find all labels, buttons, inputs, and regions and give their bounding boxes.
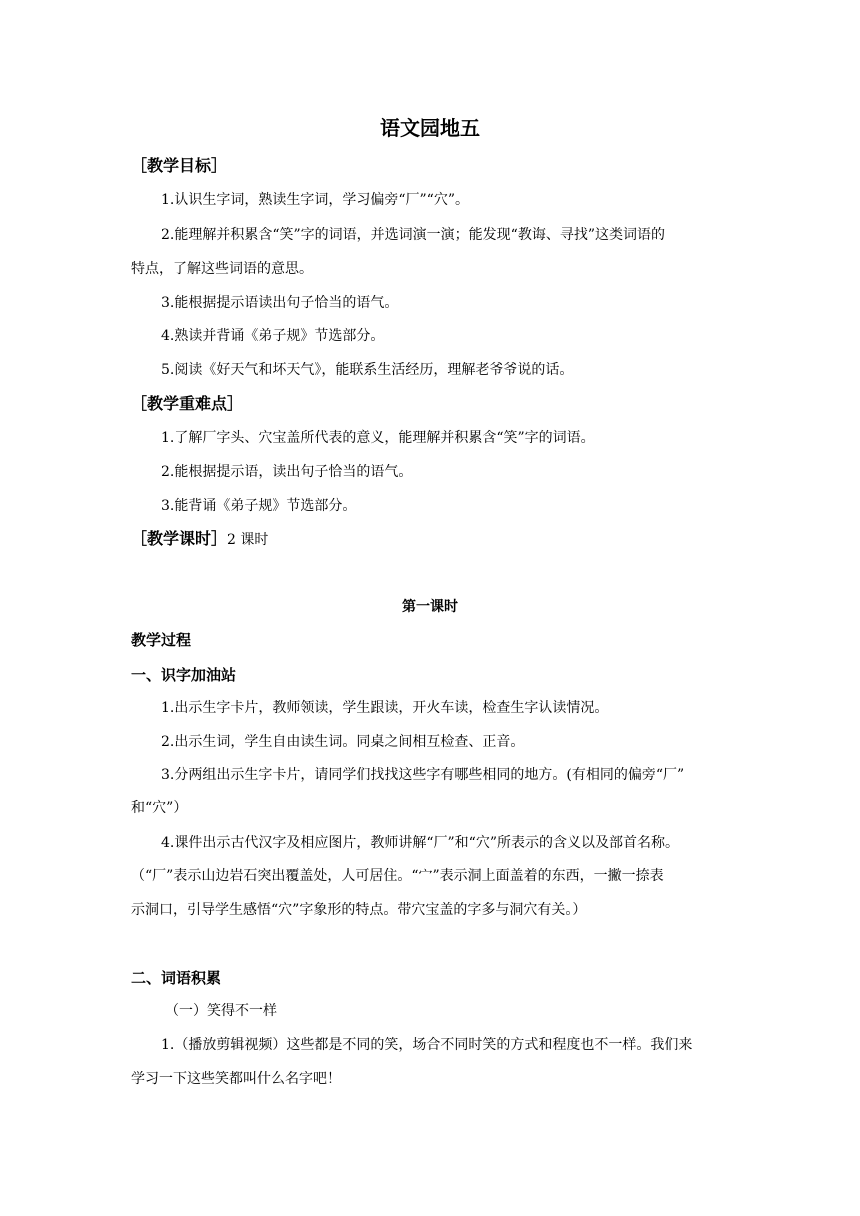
key-points-heading: ［教学重难点］ [131,394,244,413]
lesson-title: 第一课时 [402,599,458,615]
paragraph-line: 1.（播放剪辑视频）这些都是不同的笑，场合不同时笑的方式和程度也不一样。我们来 [161,1037,693,1053]
paragraph-line: （“厂”表示山边岩石突出覆盖处，人可居住。“宀”表示洞上面盖着的东西，一撇一捺表 [131,868,664,884]
objective-item: 特点，了解这些词语的意思。 [131,261,313,277]
objective-item: 3.能根据提示语读出句子恰当的语气。 [161,295,399,311]
key-point-item: 2.能根据提示语，读出句子恰当的语气。 [161,464,413,480]
objectives-heading: ［教学目标］ [131,156,228,175]
paragraph-line: 3.分两组出示生字卡片，请同学们找找这些字有哪些相同的地方。(有相同的偏旁“厂” [161,767,685,783]
key-point-item: 3.能背诵《弟子规》节选部分。 [161,498,357,514]
objective-item: 5.阅读《好天气和坏天气》，能联系生活经历，理解老爷爷说的话。 [161,362,574,378]
section-heading: 二、词语积累 [131,969,222,987]
hours-heading: ［教学课时］ [131,529,228,548]
subsection-heading: （一）笑得不一样 [165,1003,277,1019]
section-heading: 一、识字加油站 [131,666,237,684]
page-title: 语文园地五 [380,116,480,140]
paragraph-line: 示洞口，引导学生感悟“穴”字象形的特点。带穴宝盖的字多与洞穴有关。） [131,902,587,918]
hours-row [131,528,268,551]
objective-item: 1.认识生字词，熟读生字词，学习偏旁“厂”“穴”。 [161,192,469,208]
paragraph-line: 1.出示生字卡片，教师领读，学生跟读，开火车读，检查生字认读情况。 [161,700,609,716]
paragraph-line: 学习一下这些笑都叫什么名字吧！ [131,1071,341,1087]
key-point-item: 1.了解厂字头、穴宝盖所代表的意义，能理解并积累含“笑”字的词语。 [161,430,595,446]
paragraph-line: 和“穴”） [131,800,188,816]
objective-item: 2.能理解并积累含“笑”字的词语，并选词演一演；能发现“教诲、寻找”这类词语的 [161,227,665,243]
process-heading: 教学过程 [131,631,192,649]
hours-value: 2 课时 [227,532,269,548]
paragraph-line: 4.课件出示古代汉字及相应图片，教师讲解“厂”和“穴”所表示的含义以及部首名称。 [161,835,679,851]
paragraph-line: 2.出示生词，学生自由读生词。同桌之间相互检查、正音。 [161,734,525,750]
objective-item: 4.熟读并背诵《弟子规》节选部分。 [161,328,385,344]
